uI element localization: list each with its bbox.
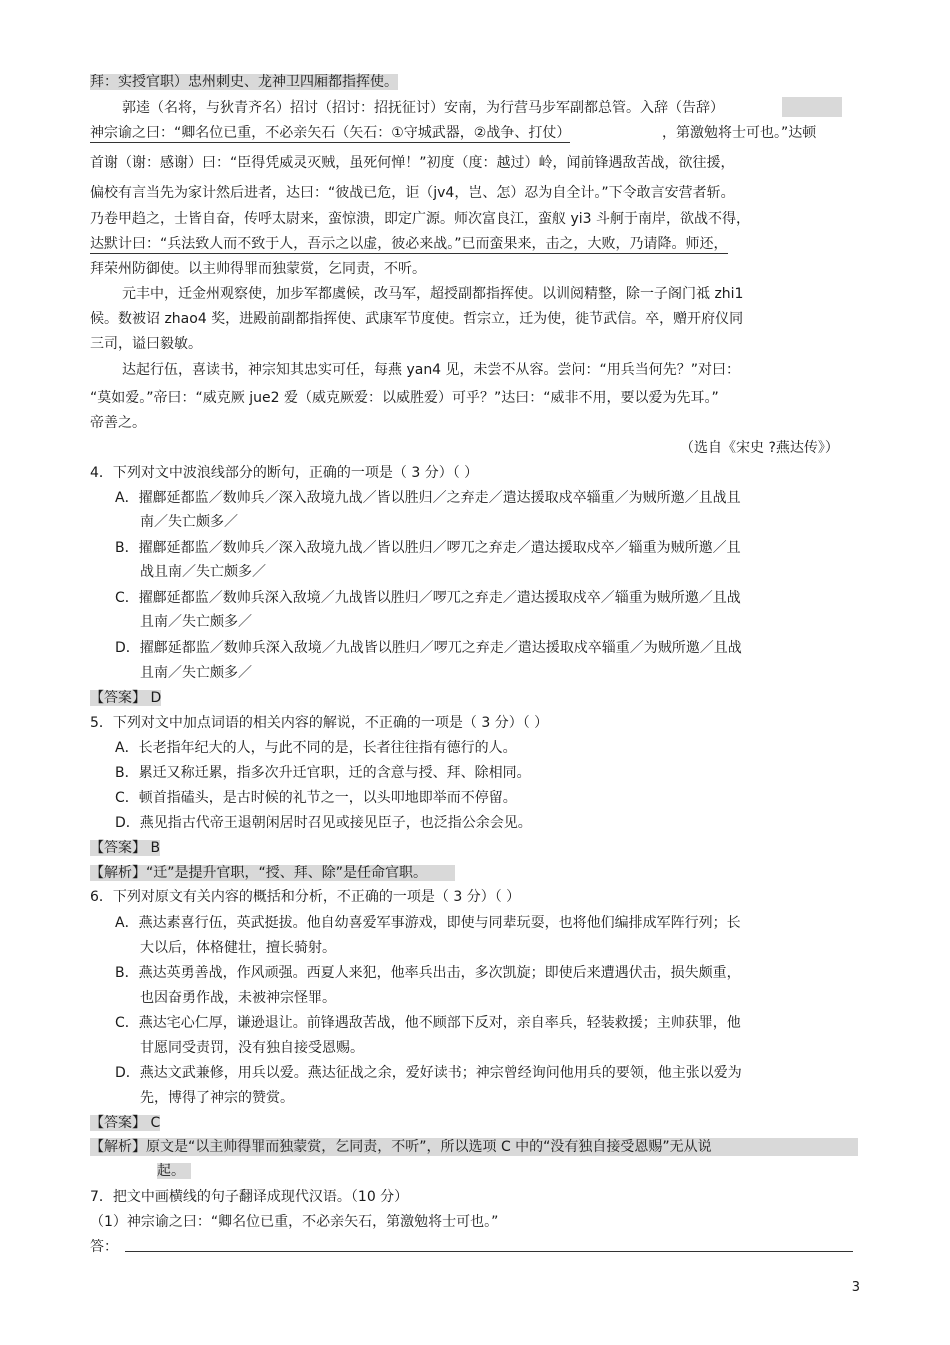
passage-line-11: 三司，谥曰毅敏。 xyxy=(90,336,202,352)
q5-stem: 5．下列对文中加点词语的相关内容的解说，不正确的一项是（ 3 分）（ ） xyxy=(90,715,549,731)
q5-answer: 【答案】 B xyxy=(90,840,161,856)
q4-option-d-line1: D．擢鄜延都监／数帅兵深入敌境／九战皆以胜归／啰兀之弃走／遣达援取戍卒辎重／为贼所邀／且战 xyxy=(115,640,742,656)
q6-option-b-line1: B．燕达英勇善战，作风顽强。西夏人来犯，他率兵出击，多次凯旋；即使后来遭遇伏击，损失颇重， xyxy=(115,965,741,981)
q4-option-c-line1: C．擢鄜延都监／数帅兵深入敌境／九战皆以胜归／啰兀之弃走／遣达援取戍卒／辎重为贼所邀／且战 xyxy=(115,590,741,606)
q7-sub1: （1）神宗谕之曰：“卿名位已重，不必亲矢石，第激勉将士可也。” xyxy=(90,1214,499,1230)
q4-option-b-line1: B．擢鄜延都监／数帅兵／深入敌境九战／皆以胜归／啰兀之弃走／遣达援取戍卒／辎重为贼所邀／且 xyxy=(115,540,741,556)
q6-option-c-line1: C．燕达宅心仁厚，谦逊退让。前锋遇敌苦战，他不顾部下反对，亲自率兵，轻装救援；主帅获罪，他 xyxy=(115,1015,741,1031)
q4-option-d-line2: 且南／失亡颇多／ xyxy=(140,665,252,681)
q6-analysis-line2: 起。 xyxy=(157,1162,191,1180)
q5-option-b: B．累迁又称迁累，指多次升迁官职，迁的含意与授、拜、除相同。 xyxy=(115,765,531,781)
page-number: 3 xyxy=(851,1280,860,1295)
q6-option-c-line2: 甘愿同受责罚，没有独自接受恩赐。 xyxy=(140,1040,364,1056)
passage-line-5: 偏校有言当先为家计然后进者，达曰：“彼战已危，讵（jv4，岂、怎）忍为自全计。”下令敢言安营者斩。 xyxy=(90,185,735,201)
q6-option-d-line1: D．燕达文武兼修，用兵以爱。燕达征战之余，爱好读书；神宗曾经询问他用兵的要领，他主张以爱为 xyxy=(115,1065,742,1081)
answer-label: 答： xyxy=(90,1239,118,1255)
q4-answer: 【答案】 D xyxy=(90,690,162,706)
passage-line-3b: ，第激勉将士可也。”达顿 xyxy=(662,125,817,141)
q4-option-c-line2: 且南／失亡颇多／ xyxy=(140,614,252,630)
q6-answer: 【答案】 C xyxy=(90,1115,161,1131)
q6-analysis-line1: 【解析】原文是“以主帅得罪而独蒙赏，乞同责，不听”，所以选项 C 中的“没有独自接受恩赐”无从说 xyxy=(90,1138,858,1156)
q4-option-a-line2: 南／失亡颇多／ xyxy=(140,514,238,530)
source-citation: （选自《宋史 ?燕达传》） xyxy=(680,440,839,456)
blank-highlight xyxy=(782,97,842,117)
q5-option-c: C．顿首指磕头，是古时候的礼节之一，以头叩地即举而不停留。 xyxy=(115,790,517,806)
passage-line-12: 达起行伍，喜读书，神宗知其忠实可任，每燕 yan4 见，未尝不从容。尝问：“用兵当何先？”对曰： xyxy=(122,362,741,378)
q5-analysis: 【解析】“迁”是提升官职，“授、拜、除”是任命官职。 xyxy=(90,864,455,882)
q6-option-a-line1: A．燕达素喜行伍，英武挺拔。他自幼喜爱军事游戏，即使与同辈玩耍，也将他们编排成军阵行列；长 xyxy=(115,915,741,931)
answer-blank-line[interactable] xyxy=(125,1251,853,1252)
q6-option-a-line2: 大以后，体格健壮，擅长骑射。 xyxy=(140,940,336,956)
passage-line-9: 元丰中，迁金州观察使，加步军都虞候，改马军，超授副都指挥使。以训阅精整，除一子阁门祗 zhi1 xyxy=(122,286,744,302)
q6-stem: 6．下列对原文有关内容的概括和分析，不正确的一项是（ 3 分）（ ） xyxy=(90,889,521,905)
passage-line-13: “莫如爱。”帝曰：“威克厥 jue2 爱（威克厥爱：以威胜爱）可乎？”达曰：“威非不用，要以爱为先耳。” xyxy=(90,390,719,406)
passage-line-2: 郭逵（名将，与狄青齐名）招讨（招讨：招抚征讨）安南，为行营马步军副都总管。入辞（告辞） xyxy=(122,100,724,116)
passage-line-6: 乃卷甲趋之，士皆自奋，传呼太尉来，蛮惊溃，即定广源。师次富良江，蛮舣 yi3 斗舸于南岸，欲战不得， xyxy=(90,211,750,227)
passage-line-7: 达默计曰：“兵法致人而不致于人，吾示之以虚，彼必来战。”已而蛮果来，击之，大败，乃请降。师还， xyxy=(90,236,728,252)
q6-option-d-line2: 先，博得了神宗的赞赏。 xyxy=(140,1090,294,1106)
q6-option-b-line2: 也因奋勇作战，未被神宗怪罪。 xyxy=(140,990,336,1006)
q4-option-a-line1: A．擢鄜延都监／数帅兵／深入敌境九战／皆以胜归／之弃走／遣达援取戍卒辎重／为贼所邀／且战且 xyxy=(115,490,741,506)
passage-line-3a: 神宗谕之曰：“卿名位已重，不必亲矢石（矢石：①守城武器，②战争、打仗） xyxy=(90,125,571,141)
q4-option-b-line2: 战且南／失亡颇多／ xyxy=(140,564,266,580)
q5-option-d: D．燕见指古代帝王退朝闲居时召见或接见臣子，也泛指公余会见。 xyxy=(115,815,532,831)
passage-line-1: 拜：实授官职）忠州刺史、龙神卫四厢都指挥使。 xyxy=(90,74,398,90)
q7-stem: 7．把文中画横线的句子翻译成现代汉语。（10 分） xyxy=(90,1189,409,1205)
passage-line-4: 首谢（谢：感谢）曰：“臣得凭威灵灭贼，虽死何惮！”初度（度：越过）岭，闻前锋遇敌苦战，欲往援， xyxy=(90,155,735,171)
q4-stem: 4．下列对文中波浪线部分的断句，正确的一项是（ 3 分）（ ） xyxy=(90,465,479,481)
passage-line-10: 候。数被诏 zhao4 奖，进殿前副都指挥使、武康军节度使。哲宗立，迁为使，徙节武信。卒，赠开府仪同 xyxy=(90,311,744,327)
q5-option-a: A．长老指年纪大的人，与此不同的是，长者往往指有德行的人。 xyxy=(115,740,517,756)
passage-line-8: 拜荣州防御使。以主帅得罪而独蒙赏，乞同责，不听。 xyxy=(90,261,426,277)
passage-line-14: 帝善之。 xyxy=(90,415,146,431)
